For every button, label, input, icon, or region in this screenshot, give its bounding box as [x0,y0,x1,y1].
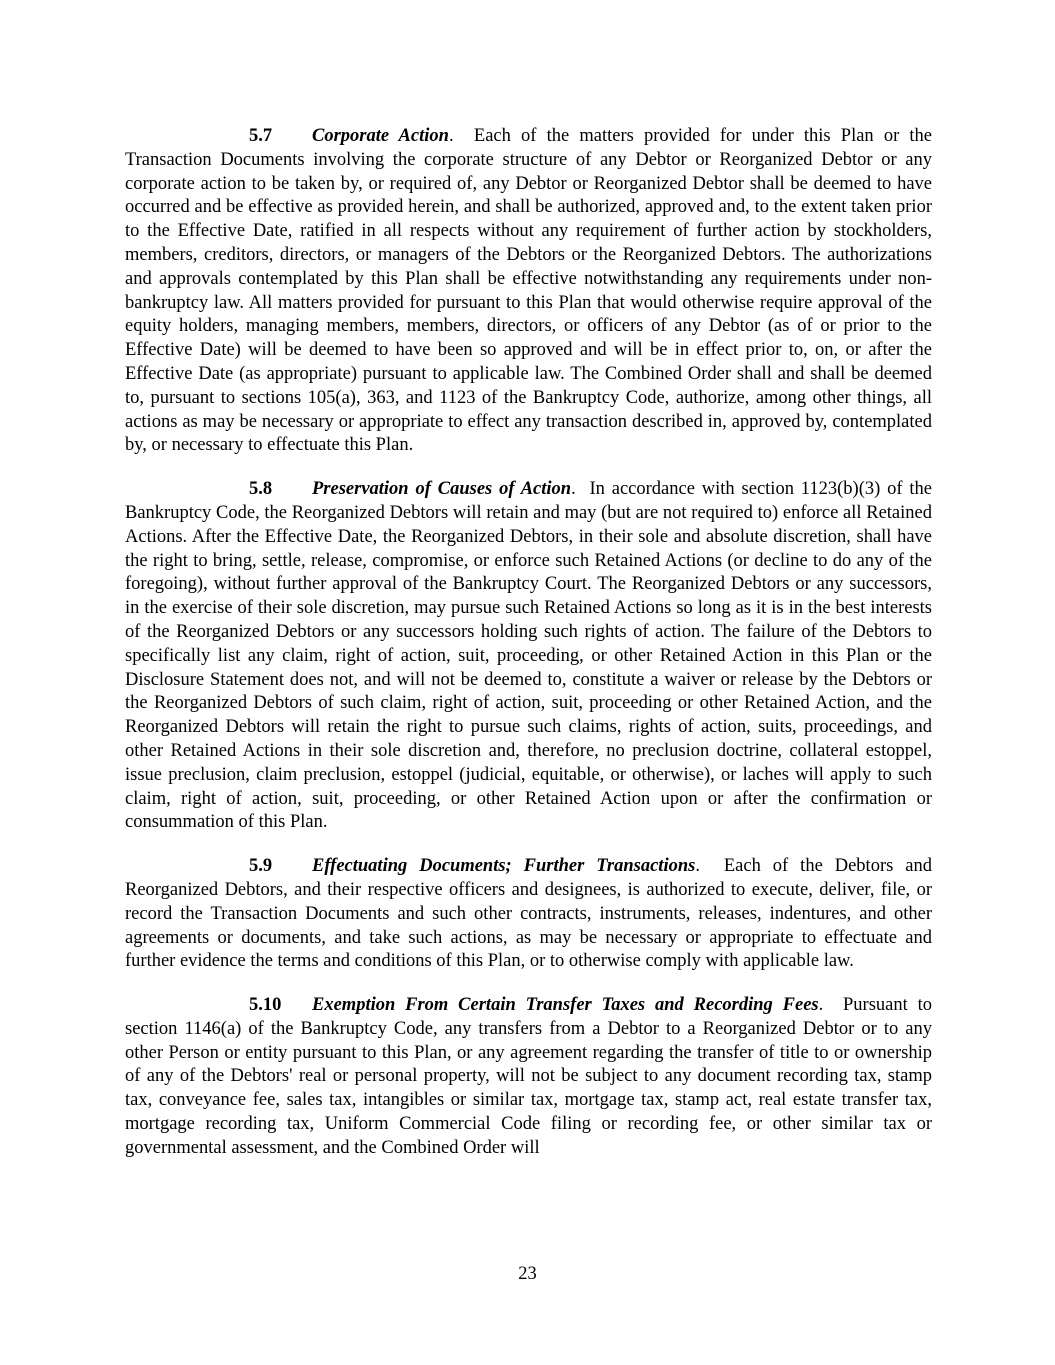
section-title: Preservation of Causes of Action [312,479,572,500]
section-title: Corporate Action [312,126,449,146]
section-title: Effectuating Documents; Further Transactions [312,856,696,877]
section-5-8: 5.8 Preservation of Causes of Action. In accordance with section 1123(b)(3) of the Bankruptcy Code, the Reorganized Debtors will retain and may (but are not required to) enforce all Retained Actions. After the Effective Date, the Reorganized Debtors, in their sole and absolute discretion, shall have the right to bring, settle, release, compromise, or enforce such Retained Actions (or decline to do any of the foregoing), without further approval of the Bankruptcy Court. The Reorganized Debtors or any successors, in the exercise of their sole discretion, may pursue such Retained Actions so long as it is in the best interests of the Reorganized Debtors or any successors holding such rights of action. The failure of the Debtors to specifically list any claim, right of action, suit, proceeding, or other Retained Action in this Plan or the Disclosure Statement does not, and will not be deemed to, constitute a waiver or release by the Debtors or the Reorganized Debtors of such claim, right of action, suit, proceeding or other Retained Action, and the Reorganized Debtors will retain the right to pursue such claims, rights of action, suits, proceedings, and other Retained Actions in their sole discretion and, therefore, no preclusion doctrine, collateral estoppel, issue preclusion, claim preclusion, estoppel (judicial, equitable, or otherwise), or laches will apply to such claim, right of action, suit, proceeding, or other Retained Action upon or after the confirmation or consummation of this Plan. [125,479,933,833]
section-number: 5.8 [249,479,273,500]
section-body: Each of the matters provided for under this Plan or the Transaction Documents involving the corporate structure of any Debtor or Reorganized Debtor or any corporate action to be taken by, or required of, any Debtor or Reorganized Debtor shall be deemed to have occurred and be effective as provided herein, and shall be authorized, approved and, to the extent taken prior to the Effective Date, ratified in all respects without any requirement of further action by stockholders, members, creditors, directors, or managers of the Debtors or the Reorganized Debtors. The authorizations and approvals contemplated by this Plan shall be effective notwithstanding any requirements under non-bankruptcy law. All matters provided for pursuant to this Plan that would otherwise require approval of the equity holders, managing members, members, directors, or officers of any Debtor (as of or prior to the Effective Date) will be deemed to have been so approved and will be in effect prior to, on, or after the Effective Date (as appropriate) pursuant to applicable law. The Combined Order shall and shall be deemed to, pursuant to sections 105(a), 363, and 1123 of the Bankruptcy Code, authorize, among other things, all actions as may be necessary or appropriate to effect any transaction described in, approved by, contemplated by, or necessary to effectuate this Plan. [125,126,932,456]
section-5-10: 5.10 Exemption From Certain Transfer Taxes and Recording Fees. Pursuant to section 1146(a) of the Bankruptcy Code, any transfers from a Debtor to a Reorganized Debtor or to any other Person or entity pursuant to this Plan, or any agreement regarding the transfer of title to or ownership of any of the Debtors' real or personal property, will not be subject to any document recording tax, stamp tax, conveyance fee, sales tax, intangibles or similar tax, mortgage tax, stamp act, real estate transfer tax, mortgage recording tax, Uniform Commercial Code filing or recording fee, or other similar tax or governmental assessment, and the Combined Order will [125,995,933,1158]
section-number: 5.7 [249,126,273,146]
document-page [125,125,932,1181]
page-number: 23 [518,1264,537,1284]
section-number: 5.10 [249,995,282,1016]
section-5-7: 5.7 Corporate Action. Each of the matters provided for under this Plan or the Transaction Documents involving the corporate structure of any Debtor or Reorganized Debtor or any corporate action to be taken by, or required of, any Debtor or Reorganized Debtor shall be deemed to have occurred and be effective as provided herein, and shall be authorized, approved and, to the extent taken prior to the Effective Date, ratified in all respects without any requirement of further action by stockholders, members, creditors, directors, or managers of the Debtors or the Reorganized Debtors. The authorizations and approvals contemplated by this Plan shall be effective notwithstanding any requirements under non-bankruptcy law. All matters provided for pursuant to this Plan that would otherwise require approval of the equity holders, managing members, members, directors, or officers of any Debtor (as of or prior to the Effective Date) will be deemed to have been so approved and will be in effect prior to, on, or after the Effective Date (as appropriate) pursuant to applicable law. The Combined Order shall and shall be deemed to, pursuant to sections 105(a), 363, and 1123 of the Bankruptcy Code, authorize, among other things, all actions as may be necessary or appropriate to effect any transaction described in, approved by, contemplated by, or necessary to effectuate this Plan. [125,126,932,456]
section-body: Each of the Debtors and Reorganized Debtors, and their respective officers and designees, is authorized to execute, deliver, file, or record the Transaction Documents and such other contracts, instruments, releases, indentures, and other agreements or documents, and take such actions, as may be necessary or appropriate to effectuate and further evidence the terms and conditions of this Plan, or to otherwise comply with applicable law. [125,856,932,972]
section-body: Pursuant to section 1146(a) of the Bankruptcy Code, any transfers from a Debtor to a Reorganized Debtor or to any other Person or entity pursuant to this Plan, or any agreement regarding the transfer of title to or ownership of any of the Debtors' real or personal property, will not be subject to any document recording tax, stamp tax, conveyance fee, sales tax, intangibles or similar tax, mortgage tax, stamp act, real estate transfer tax, mortgage recording tax, Uniform Commercial Code filing or recording fee, or other similar tax or governmental assessment, and the Combined Order will [125,995,933,1158]
section-number: 5.9 [249,856,273,877]
section-5-9: 5.9 Effectuating Documents; Further Transactions. Each of the Debtors and Reorganized Debtors, and their respective officers and designees, is authorized to execute, deliver, file, or record the Transaction Documents and such other contracts, instruments, releases, indentures, and other agreements or documents, and take such actions, as may be necessary or appropriate to effectuate and further evidence the terms and conditions of this Plan, or to otherwise comply with applicable law. [125,856,932,972]
section-title: Exemption From Certain Transfer Taxes and Recording Fees [312,995,819,1016]
section-body: In accordance with section 1123(b)(3) of the Bankruptcy Code, the Reorganized Debtors will retain and may (but are not required to) enforce all Retained Actions. After the Effective Date, the Reorganized Debtors, in their sole and absolute discretion, shall have the right to bring, settle, release, compromise, or enforce such Retained Actions (or decline to do any of the foregoing), without further approval of the Bankruptcy Court. The Reorganized Debtors or any successors, in the exercise of their sole discretion, may pursue such Retained Actions so long as it is in the best interests of the Reorganized Debtors or any successors holding such rights of action. The failure of the Debtors to specifically list any claim, right of action, suit, proceeding, or other Retained Action in this Plan or the Disclosure Statement does not, and will not be deemed to, constitute a waiver or release by the Debtors or the Reorganized Debtors of such claim, right of action, suit, proceeding or other Retained Action, and the Reorganized Debtors will retain the right to pursue such claims, rights of action, suits, proceedings, and other Retained Actions in their sole discretion and, therefore, no preclusion doctrine, collateral estoppel, issue preclusion, claim preclusion, estoppel (judicial, equitable, or otherwise), or laches will apply to such claim, right of action, suit, proceeding, or other Retained Action upon or after the confirmation or consummation of this Plan. [125,479,933,833]
